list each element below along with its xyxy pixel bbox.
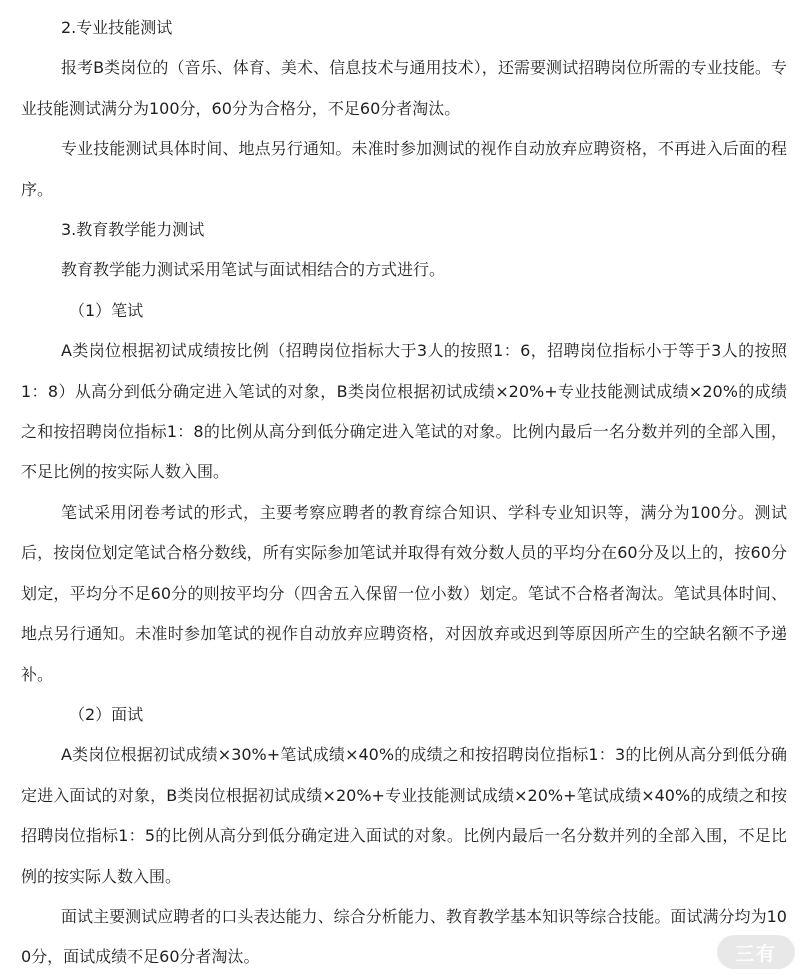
paragraph-skill-test-schedule: 专业技能测试具体时间、地点另行通知。未准时参加测试的视作自动放弃应聘资格，不再进入后面的程序。 (21, 139, 787, 199)
subheading-interview: （2）面试 (69, 704, 144, 724)
section-heading-teaching-ability-test: 3.教育教学能力测试 (61, 220, 205, 240)
paragraph-teaching-test-method: 教育教学能力测试采用笔试与面试相结合的方式进行。 (61, 260, 446, 280)
paragraph-interview-content: 面试主要测试应聘者的口头表达能力、综合分析能力、教育教学基本知识等综合技能。面试满分均为100分，面试成绩不足60分者淘汰。 (21, 906, 787, 967)
watermark-badge: 三有 (717, 935, 795, 969)
document-body (21, 8, 787, 978)
paragraph-written-test-selection: A类岗位根据初试成绩按比例（招聘岗位指标大于3人的按照1：6，招聘岗位指标小于等于3人的按照1：8）从高分到低分确定进入笔试的对象，B类岗位根据初试成绩×20%+专业技能测试成绩×20%的成绩之和按招聘岗位指标1：8的比例从高分到低分确定进入笔试的对象。比例内最后一名分数并列的全部入围，不足比例的按实际人数入围。 (21, 341, 787, 482)
paragraph-interview-selection: A类岗位根据初试成绩×30%+笔试成绩×40%的成绩之和按招聘岗位指标1：3的比例从高分到低分确定进入面试的对象，B类岗位根据初试成绩×20%+专业技能测试成绩×20%+笔试成绩×40%的成绩之和按招聘岗位指标1：5的比例从高分到低分确定进入面试的对象。比例内最后一名分数并列的全部入围，不足比例的按实际人数入围。 (21, 745, 787, 886)
paragraph-written-test-format: 笔试采用闭卷考试的形式，主要考察应聘者的教育综合知识、学科专业知识等，满分为100分。测试后，按岗位划定笔试合格分数线，所有实际参加笔试并取得有效分数人员的平均分在60分及以上的，按60分划定，平均分不足60分的则按平均分（四舍五入保留一位小数）划定。笔试不合格者淘汰。笔试具体时间、地点另行通知。未准时参加笔试的视作自动放弃应聘资格，对因放弃或迟到等原因所产生的空缺名额不予递补。 (21, 502, 787, 684)
paragraph-skill-test-requirement: 报考B类岗位的（音乐、体育、美术、信息技术与通用技术），还需要测试招聘岗位所需的专业技能。专业技能测试满分为100分，60分为合格分，不足60分者淘汰。 (21, 58, 787, 118)
section-heading-professional-skill-test: 2.专业技能测试 (61, 18, 173, 37)
subheading-written-test: （1）笔试 (69, 300, 144, 320)
